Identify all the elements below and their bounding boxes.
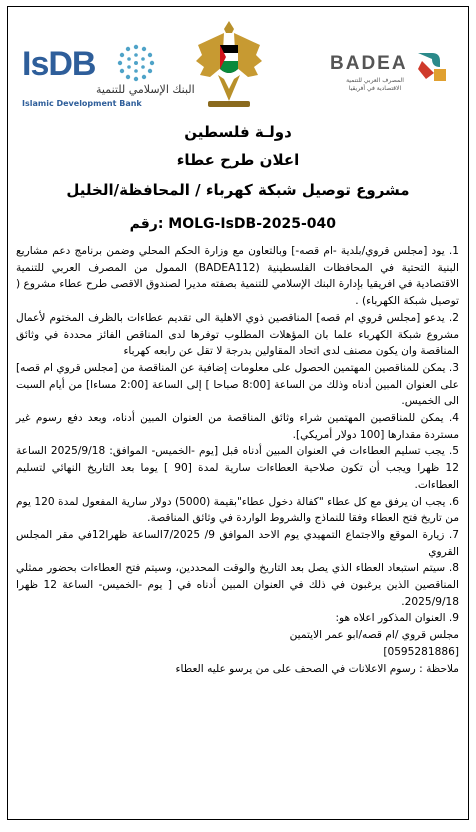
- announcement-heading: اعلان طرح عطاء: [176, 151, 300, 169]
- item-3: 3. يمكن للمناقصين المهتمين الحصول على معلومات إضافية عن المناقصة من [مجلس قروي ام قصه] على العنوان المبين أدناه وذلك من الساعة [8:00 صباحا ] إلى الساعة [2:00 مساءا] من أيام السبت الى الخميس.: [16, 361, 459, 408]
- badea-logo-arabic: المصرف العربي للتنمية الاقتصادية في أفريقيا: [346, 77, 404, 92]
- isdb-logo-arabic: البنك الإسلامي للتنمية: [96, 83, 195, 96]
- note: ملاحظة : رسوم الاعلانات في الصحف على من يرسو عليه العطاء: [175, 662, 459, 675]
- announcement-body: [16, 243, 459, 677]
- project-heading: مشروع توصيل شبكة كهرباء / المحافظة/الخليل: [66, 181, 410, 199]
- isdb-logo-word: IsDB: [22, 45, 96, 83]
- item-5: 5. يجب تسليم العطاءات في العنوان المبين أدناه قبل [يوم -الخميس- الموافق: 2025/9/18 الساعة 12 ظهرا ويجب أن تكون صلاحية العطاءات سارية لمدة [90 ] يوما بعد التاريخ النهائي لتسليم العطاءات.: [16, 445, 459, 491]
- advertisement-page: [7, 6, 469, 820]
- badea-logo: [324, 47, 454, 117]
- header-logos: [8, 7, 468, 119]
- item-2: 2. يدعو [مجلس قروي ام قصه] المناقصين ذوي الاهلية الى تقديم عطاءات بالظرف المختوم لأعمال مشروع شبكة الكهرباء علما بان المؤهلات المطلوب توفرها لدى المناقص الفائز محددة في وثائق المناقصة وان يكون مصنف لدى اتحاد المقاولين بدرجة لا تقل عن رابعه كهرباء: [16, 311, 459, 358]
- address-phone: [0595281886]: [383, 645, 459, 658]
- reference-number: رقم: MOLG-IsDB-2025-040: [129, 216, 336, 232]
- item-8: 8. سيتم استبعاد العطاء الذي يصل بعد التاريخ والوقت المحددين، وسيتم فتح العطاءات بحضور ممثلي المناقصين الذين يرغبون في ذلك في العنوان المبين أدناه في [ يوم -الخميس- الساعة 12 ظهرا 2025/9/18.: [16, 562, 459, 608]
- isdb-globe-icon: [114, 41, 158, 85]
- item-6: 6. يجب ان يرفق مع كل عطاء "كفالة دخول عطاء"بقيمة (5000) دولار سارية المفعول لمدة 120 يوم من تاريخ فتح العطاء وفقا للنماذج والشروط الواردة في وثائق المناقصة.: [16, 495, 459, 525]
- palestine-eagle-emblem: [194, 15, 264, 111]
- item-4: 4. يمكن للمناقصين المهتمين شراء وثائق المناقصة من العنوان المبين أدناه، وبعد دفع رسوم غير مستردة مقدارها [100 دولار أمريكي].: [16, 412, 459, 441]
- badea-mark-icon: [412, 47, 450, 85]
- item-7: 7. زيارة الموقع والاجتماع التمهيدي يوم الاحد الموافق 9/ 7/2025الساعة ظهرا12في مقر المجلس القروي: [16, 528, 460, 558]
- item-1: 1. يود [مجلس قروي/بلدية -ام قصه-] وبالتعاون مع وزارة الحكم المحلي وضمن برنامج دعم مشاريع البنية التحتية في المحافظات الفلسطينية (BADEA112) الممول من المصرف العربي للتنمية الاقتصادية في افريقيا بإدارة البنك الإسلامي للتنمية بصفته مديرا لصندوق الاقصى طرح عطاء مشروع ( توصيل شبكة الكهرباء) .: [16, 245, 459, 308]
- item-9: 9. العنوان المذكور اعلاه هو:: [335, 612, 459, 625]
- isdb-logo-english: Islamic Development Bank: [22, 99, 142, 108]
- badea-logo-word: BADEA: [330, 53, 408, 74]
- address-line: مجلس قروي /ام قصه/ابو عمر الايتمين: [289, 629, 459, 642]
- country-heading: دولـة فلسطين: [184, 123, 292, 141]
